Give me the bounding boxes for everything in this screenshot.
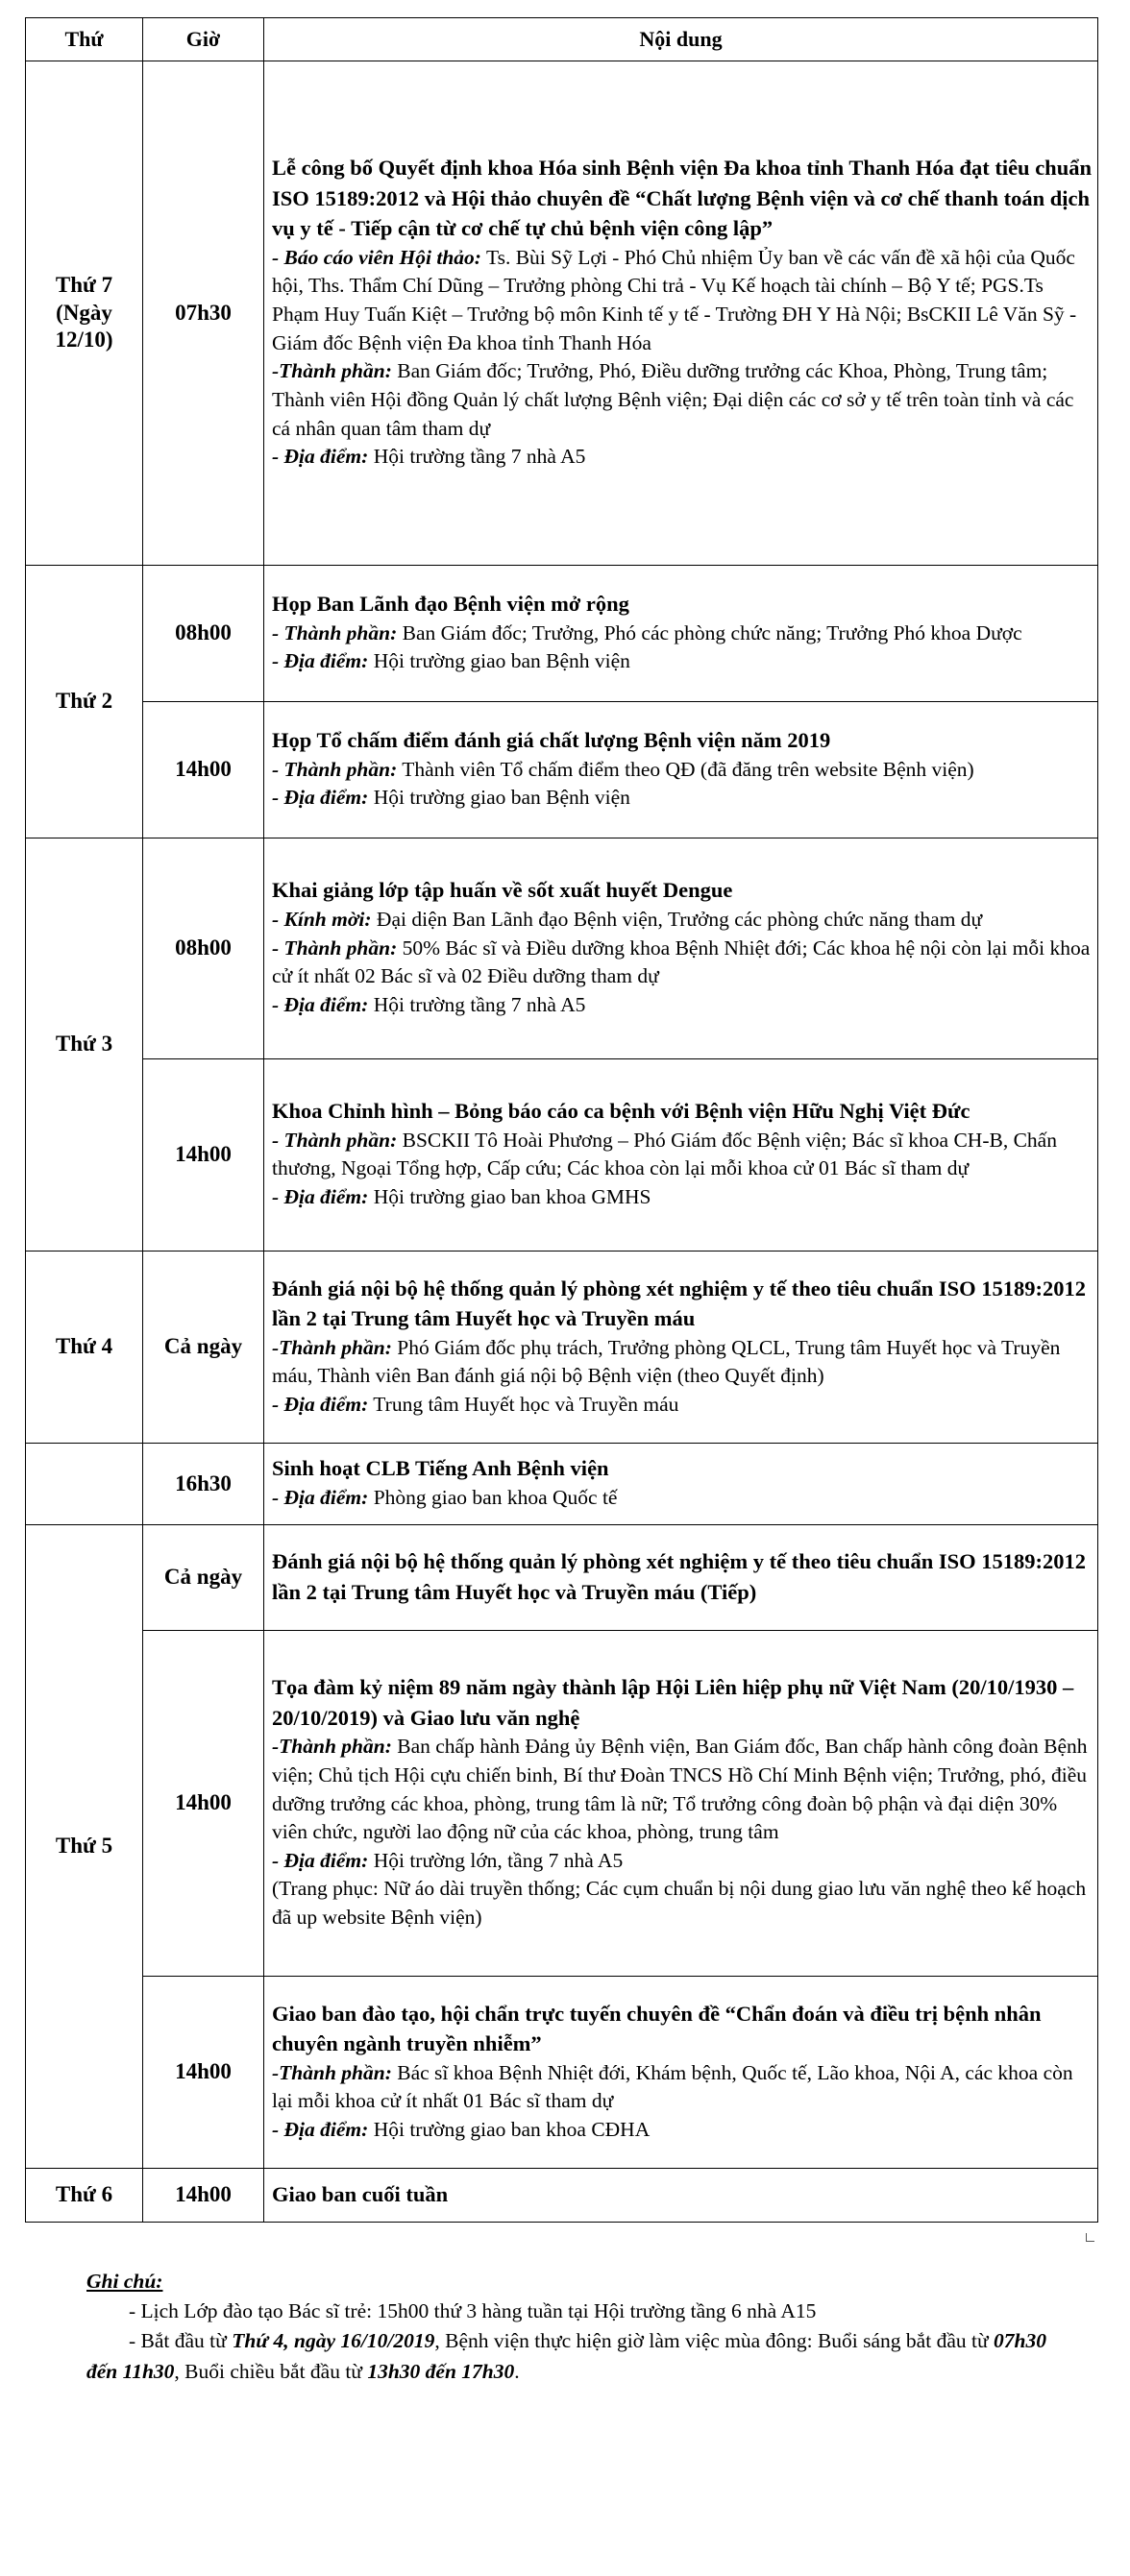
event-title: Sinh hoạt CLB Tiếng Anh Bệnh viện bbox=[272, 1456, 609, 1481]
field-label: - Địa điểm: bbox=[272, 786, 369, 810]
note-text: , Buổi chiều bắt đầu từ bbox=[174, 2359, 368, 2383]
event-cell bbox=[264, 702, 1098, 838]
event-location bbox=[272, 1183, 1093, 1212]
field-label: - Thành phần: bbox=[272, 620, 398, 644]
note-text: , Bệnh viện thực hiện giờ làm việc mùa đông: Buổi sáng bắt đầu từ bbox=[434, 2329, 994, 2353]
time-cell: 08h00 bbox=[143, 838, 264, 1059]
event-cell bbox=[264, 566, 1098, 702]
field-value: Hội trường tầng 7 nhà A5 bbox=[368, 445, 586, 469]
day-cell-monday: Thứ 2 bbox=[26, 566, 143, 838]
time-cell: 14h00 bbox=[143, 702, 264, 838]
day-date: (Ngày 12/10) bbox=[55, 300, 113, 352]
field-value: Hội trường giao ban Bệnh viện bbox=[368, 786, 630, 810]
time-cell: 14h00 bbox=[143, 1631, 264, 1977]
time-cell: Cả ngày bbox=[143, 1525, 264, 1631]
field-label: - Báo cáo viên Hội thảo: bbox=[272, 245, 481, 269]
field-label: - Thành phần: bbox=[272, 936, 398, 960]
field-value: Phó Giám đốc phụ trách, Trưởng phòng QLCL, Trung tâm Huyết học và Truyền máu, Thành viên Ban đánh giá nội bộ Bệnh viện (theo Quyết định) bbox=[272, 1335, 1061, 1388]
event-location bbox=[272, 1391, 1093, 1420]
event-cell bbox=[264, 2169, 1098, 2223]
time-cell: 14h00 bbox=[143, 1059, 264, 1252]
day-cell-empty bbox=[26, 1444, 143, 1525]
field-value: Ban Giám đốc; Trưởng, Phó các phòng chức năng; Trưởng Phó khoa Dược bbox=[397, 620, 1022, 644]
event-location bbox=[272, 1847, 1093, 1876]
event-title: Đánh giá nội bộ hệ thống quản lý phòng xét nghiệm y tế theo tiêu chuẩn ISO 15189:2012 lần 2 tại Trung tâm Huyết học và Truyền máu bbox=[272, 1276, 1087, 1331]
row-tuesday-1 bbox=[26, 838, 1098, 1059]
header-row bbox=[26, 18, 1098, 61]
event-participants bbox=[272, 1127, 1093, 1183]
field-label: - Địa điểm: bbox=[272, 992, 369, 1016]
event-title: Giao ban cuối tuần bbox=[272, 2181, 449, 2206]
field-value: Ban chấp hành Đảng ủy Bệnh viện, Ban Giám đốc, Ban chấp hành công đoàn Bệnh viện; Chủ tịch Hội cựu chiến binh, Bí thư Đoàn TNCS Hồ Chí Minh Bệnh viện; Trưởng, phó, điều dưỡng trưởng các khoa, phòng, trung tâm là nữ; Tổ trưởng công đoàn bộ phận và đại diện 30% viên chức, người lao động nữ của các khoa, phòng, trung tâm bbox=[272, 1735, 1088, 1844]
note-text: . bbox=[514, 2359, 520, 2383]
field-value: Hội trường lớn, tầng 7 nhà A5 bbox=[368, 1848, 624, 1872]
page-corner-mark bbox=[1086, 2233, 1094, 2242]
note-emphasis: 13h30 đến 17h30 bbox=[367, 2359, 515, 2383]
field-value: Thành viên Tổ chấm điểm theo QĐ (đã đăng trên website Bệnh viện) bbox=[397, 757, 974, 781]
event-participants bbox=[272, 935, 1093, 991]
event-participants bbox=[272, 1334, 1093, 1391]
field-label: - Thành phần: bbox=[272, 757, 398, 781]
field-label: - Địa điểm: bbox=[272, 1848, 369, 1872]
event-dress-note: (Trang phục: Nữ áo dài truyền thống; Các cụm chuẩn bị nội dung giao lưu văn nghệ theo kế hoạch đã up website Bệnh viện) bbox=[272, 1877, 1087, 1930]
row-monday-2 bbox=[26, 702, 1098, 838]
field-label: -Thành phần: bbox=[272, 359, 392, 383]
notes-title: Ghi chú: bbox=[86, 2270, 163, 2293]
row-thursday-2 bbox=[26, 1631, 1098, 1977]
day-cell-tuesday: Thứ 3 bbox=[26, 838, 143, 1252]
field-value: Hội trường giao ban khoa CĐHA bbox=[368, 2117, 651, 2141]
field-label: - Kính mời: bbox=[272, 907, 372, 931]
field-label: - Địa điểm: bbox=[272, 1485, 369, 1509]
event-participants bbox=[272, 357, 1093, 443]
row-thursday-1 bbox=[26, 1525, 1098, 1631]
header-content: Nội dung bbox=[264, 18, 1098, 61]
header-day: Thứ bbox=[26, 18, 143, 61]
time-cell: 16h30 bbox=[143, 1444, 264, 1525]
event-cell bbox=[264, 1977, 1098, 2169]
event-participants bbox=[272, 1733, 1093, 1847]
schedule-table bbox=[25, 17, 1098, 2223]
note-emphasis: 07h30 đến 11h30 bbox=[86, 2329, 1046, 2383]
event-cell bbox=[264, 1059, 1098, 1252]
event-cell bbox=[264, 1631, 1098, 1977]
event-title: Khoa Chỉnh hình – Bỏng báo cáo ca bệnh với Bệnh viện Hữu Nghị Việt Đức bbox=[272, 1099, 970, 1124]
note-item: - Lịch Lớp đào tạo Bác sĩ trẻ: 15h00 thứ 3 hàng tuần tại Hội trường tầng 6 nhà A15 bbox=[129, 2299, 817, 2323]
event-location bbox=[272, 2116, 1093, 2145]
note-emphasis: Thứ 4, ngày 16/10/2019 bbox=[232, 2329, 435, 2353]
field-value: Trung tâm Huyết học và Truyền máu bbox=[368, 1392, 679, 1416]
day-cell-wednesday: Thứ 4 bbox=[26, 1252, 143, 1444]
event-title: Họp Tổ chấm điểm đánh giá chất lượng Bệnh viện năm 2019 bbox=[272, 728, 831, 753]
row-friday bbox=[26, 2169, 1098, 2223]
row-wednesday-1 bbox=[26, 1252, 1098, 1444]
event-location bbox=[272, 1484, 1093, 1513]
time-cell: 14h00 bbox=[143, 1977, 264, 2169]
field-label: -Thành phần: bbox=[272, 2060, 392, 2084]
event-cell bbox=[264, 1525, 1098, 1631]
event-location bbox=[272, 443, 1093, 472]
day-cell-friday: Thứ 6 bbox=[26, 2169, 143, 2223]
field-label: - Địa điểm: bbox=[272, 1392, 369, 1416]
field-value: Phòng giao ban khoa Quốc tế bbox=[368, 1485, 618, 1509]
field-value: Ts. Bùi Sỹ Lợi - Phó Chủ nhiệm Ủy ban về các vấn đề xã hội của Quốc hội, Ths. Thẩm Chí Dũng – Trưởng phòng Chi trả - Vụ Kế hoạch tài chính – Bộ Y tế; PGS.Ts Phạm Huy Tuấn Kiệt – Trưởng bộ môn Kinh tế y tế - Trường ĐH Y Hà Nội; BsCKII Lê Văn Sỹ - Giám đốc Bệnh viện Đa khoa tỉnh Thanh Hóa bbox=[272, 245, 1077, 354]
event-location bbox=[272, 647, 1093, 676]
event-title: Giao ban đào tạo, hội chẩn trực tuyến chuyên đề “Chẩn đoán và điều trị bệnh nhân chuyên ngành truyền nhiễm” bbox=[272, 2001, 1042, 2056]
day-cell-thursday: Thứ 5 bbox=[26, 1525, 143, 2169]
field-label: -Thành phần: bbox=[272, 1335, 392, 1359]
row-tuesday-2 bbox=[26, 1059, 1098, 1252]
event-location bbox=[272, 991, 1093, 1020]
field-value: Đại diện Ban Lãnh đạo Bệnh viện, Trưởng các phòng chức năng tham dự bbox=[371, 907, 983, 931]
field-value: Bác sĩ khoa Bệnh Nhiệt đới, Khám bệnh, Quốc tế, Lão khoa, Nội A, các khoa còn lại mỗi khoa cử ít nhất 01 Bác sĩ tham dự bbox=[272, 2060, 1073, 2113]
row-wednesday-2 bbox=[26, 1444, 1098, 1525]
event-location bbox=[272, 784, 1093, 813]
field-value: Hội trường giao ban Bệnh viện bbox=[368, 649, 630, 673]
event-title: Khai giảng lớp tập huấn về sốt xuất huyết Dengue bbox=[272, 878, 733, 903]
time-cell: 07h30 bbox=[143, 61, 264, 566]
header-time: Giờ bbox=[143, 18, 264, 61]
row-saturday bbox=[26, 61, 1098, 566]
field-label: - Địa điểm: bbox=[272, 1185, 369, 1209]
time-cell: 08h00 bbox=[143, 566, 264, 702]
field-value: BSCKII Tô Hoài Phương – Phó Giám đốc Bệnh viện; Bác sĩ khoa CH-B, Chấn thương, Ngoại Tổng hợp, Cấp cứu; Các khoa còn lại mỗi khoa cử 01 Bác sĩ tham dự bbox=[272, 1128, 1057, 1180]
note-item bbox=[86, 2326, 1047, 2386]
day-label: Thứ 7 bbox=[55, 272, 113, 297]
field-value: Hội trường giao ban khoa GMHS bbox=[368, 1185, 651, 1209]
event-participants bbox=[272, 620, 1093, 648]
row-thursday-3 bbox=[26, 1977, 1098, 2169]
field-value: Ban Giám đốc; Trưởng, Phó, Điều dưỡng trưởng các Khoa, Phòng, Trung tâm; Thành viên Hội đồng Quản lý chất lượng Bệnh viện; Đại diện các cơ sở y tế trên toàn tỉnh và các cá nhân quan tâm tham dự bbox=[272, 359, 1074, 440]
field-label: - Địa điểm: bbox=[272, 2117, 369, 2141]
event-title: Tọa đàm kỷ niệm 89 năm ngày thành lập Hội Liên hiệp phụ nữ Việt Nam (20/10/1930 – 20/10/2019) và Giao lưu văn nghệ bbox=[272, 1675, 1074, 1730]
event-cell bbox=[264, 1444, 1098, 1525]
notes-section bbox=[86, 2267, 1047, 2387]
field-value: 50% Bác sĩ và Điều dưỡng khoa Bệnh Nhiệt đới; Các khoa hệ nội còn lại mỗi khoa cử ít nhất 02 Bác sĩ và 02 Điều dưỡng tham dự bbox=[272, 936, 1091, 988]
note-text: - Bắt đầu từ bbox=[129, 2329, 233, 2353]
time-cell: 14h00 bbox=[143, 2169, 264, 2223]
event-speakers bbox=[272, 244, 1093, 358]
event-invite bbox=[272, 906, 1093, 935]
event-title: Đánh giá nội bộ hệ thống quản lý phòng xét nghiệm y tế theo tiêu chuẩn ISO 15189:2012 lần 2 tại Trung tâm Huyết học và Truyền máu (Tiếp) bbox=[272, 1549, 1087, 1604]
event-participants bbox=[272, 756, 1093, 785]
event-title: Lễ công bố Quyết định khoa Hóa sinh Bệnh viện Đa khoa tỉnh Thanh Hóa đạt tiêu chuẩn ISO 15189:2012 và Hội thảo chuyên đề “Chất lượng Bệnh viện và cơ chế thanh toán dịch vụ y tế - Tiếp cận từ cơ chế tự chủ bệnh viện công lập” bbox=[272, 156, 1092, 241]
field-label: - Địa điểm: bbox=[272, 445, 369, 469]
field-label: -Thành phần: bbox=[272, 1735, 392, 1759]
day-cell-saturday bbox=[26, 61, 143, 566]
field-label: - Thành phần: bbox=[272, 1128, 398, 1152]
row-monday-1 bbox=[26, 566, 1098, 702]
field-value: Hội trường tầng 7 nhà A5 bbox=[368, 992, 586, 1016]
time-cell: Cả ngày bbox=[143, 1252, 264, 1444]
event-participants bbox=[272, 2059, 1093, 2116]
event-cell bbox=[264, 1252, 1098, 1444]
event-cell bbox=[264, 838, 1098, 1059]
field-label: - Địa điểm: bbox=[272, 649, 369, 673]
event-title: Họp Ban Lãnh đạo Bệnh viện mở rộng bbox=[272, 592, 629, 617]
event-cell bbox=[264, 61, 1098, 566]
